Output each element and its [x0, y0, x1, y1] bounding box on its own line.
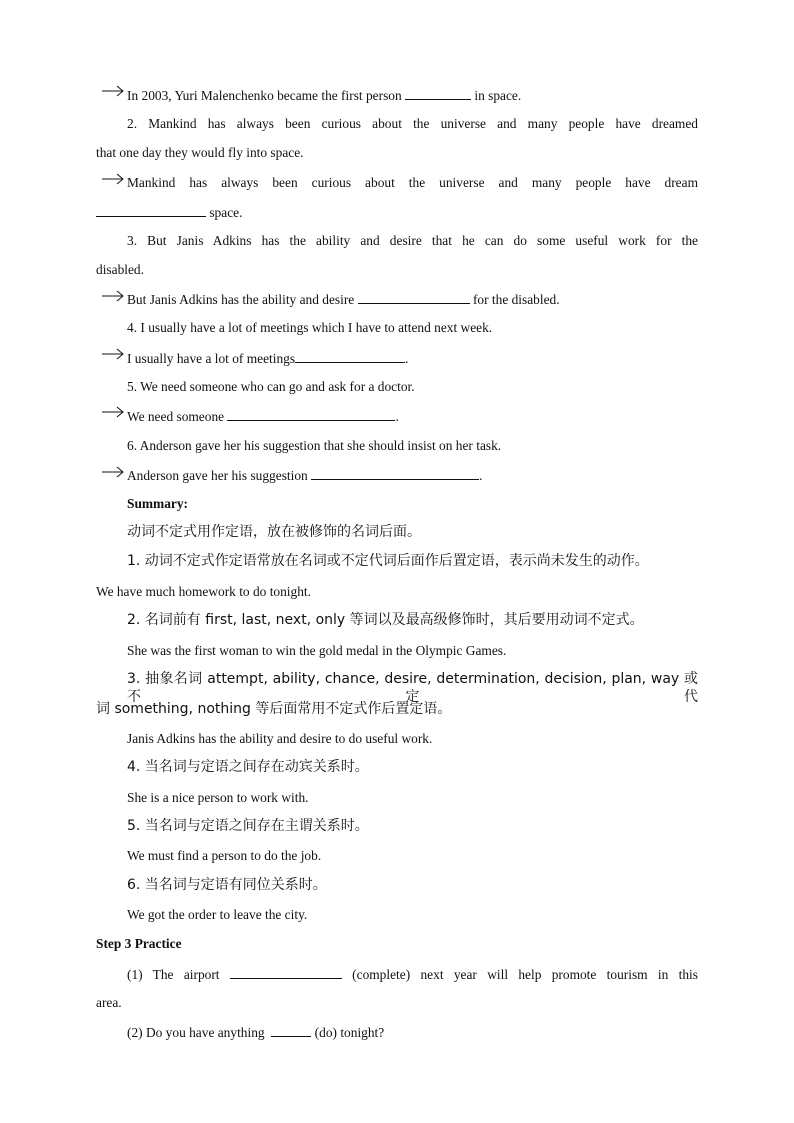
summary-point-3-line-2: 词 something, nothing 等后面常用不定式作后置定语。 [96, 701, 452, 717]
practice-question-1-line-2: area. [96, 995, 122, 1010]
arrow-icon [100, 172, 126, 190]
summary-example-4: She is a nice person to work with. [127, 790, 309, 805]
summary-example-2: She was the first woman to win the gold medal in the Olympic Games. [127, 643, 507, 658]
question-2-line-1: 2. Mankind has always been curious about the universe and many people have dreamed [127, 116, 698, 131]
summary-point-3-line-1: 3. 抽象名词 attempt, ability, chance, desire, determination, decision, plan, way 或不定代 [127, 671, 698, 705]
answer-blank[interactable] [271, 1023, 311, 1037]
practice-question-2: (2) Do you have anything (do) tonight? [127, 1025, 385, 1040]
practice-question-1-line-1: (1) The airport (complete) next year will help promote tourism in this [127, 967, 698, 982]
summary-point-2: 2. 名词前有 first, last, next, only 等词以及最高级修饰时，其后要用动词不定式。 [127, 612, 644, 628]
arrow-icon [100, 84, 126, 102]
question-5: 5. We need someone who can go and ask for a doctor. [127, 379, 415, 394]
arrow-icon [100, 405, 126, 423]
rewrite-line-2a: Mankind has always been curious about the universe and many people have dream [127, 175, 698, 190]
arrow-icon [100, 347, 126, 365]
summary-example-3: Janis Adkins has the ability and desire to do useful work. [127, 731, 433, 746]
rewrite-line-5: We need someone . [127, 409, 399, 424]
rewrite-line-4: I usually have a lot of meetings . [127, 351, 409, 366]
summary-example-6: We got the order to leave the city. [127, 907, 308, 922]
answer-blank[interactable] [311, 466, 479, 480]
rewrite-line-1: In 2003, Yuri Malenchenko became the first person in space. [127, 88, 522, 103]
answer-blank[interactable] [405, 86, 471, 100]
rewrite-line-6: Anderson gave her his suggestion . [127, 468, 483, 483]
rewrite-line-3: But Janis Adkins has the ability and desire for the disabled. [127, 292, 560, 307]
question-6: 6. Anderson gave her his suggestion that she should insist on her task. [127, 438, 502, 453]
question-4: 4. I usually have a lot of meetings which I have to attend next week. [127, 320, 493, 335]
question-2-line-2: that one day they would fly into space. [96, 145, 304, 160]
practice-heading: Step 3 Practice [96, 936, 182, 951]
summary-point-1: 1. 动词不定式作定语常放在名词或不定代词后面作后置定语，表示尚未发生的动作。 [127, 553, 649, 569]
question-3-line-2: disabled. [96, 262, 144, 277]
answer-blank[interactable] [230, 965, 342, 979]
summary-point-5: 5. 当名词与定语之间存在主谓关系时。 [127, 818, 369, 834]
rewrite-line-2b: space. [96, 203, 698, 222]
summary-example-1: We have much homework to do tonight. [96, 584, 311, 599]
answer-blank[interactable] [96, 203, 206, 217]
arrow-icon [100, 289, 126, 307]
question-3-line-1: 3. But Janis Adkins has the ability and desire that he can do some useful work for the [127, 233, 698, 248]
summary-heading: Summary: [127, 496, 188, 511]
answer-blank[interactable] [295, 349, 405, 363]
summary-point-6: 6. 当名词与定语有同位关系时。 [127, 877, 327, 893]
summary-intro: 动词不定式用作定语，放在被修饰的名词后面。 [127, 524, 421, 540]
arrow-icon [100, 465, 126, 483]
answer-blank[interactable] [227, 407, 395, 421]
summary-point-4: 4. 当名词与定语之间存在动宾关系时。 [127, 759, 369, 775]
answer-blank[interactable] [358, 290, 470, 304]
summary-example-5: We must find a person to do the job. [127, 848, 322, 863]
